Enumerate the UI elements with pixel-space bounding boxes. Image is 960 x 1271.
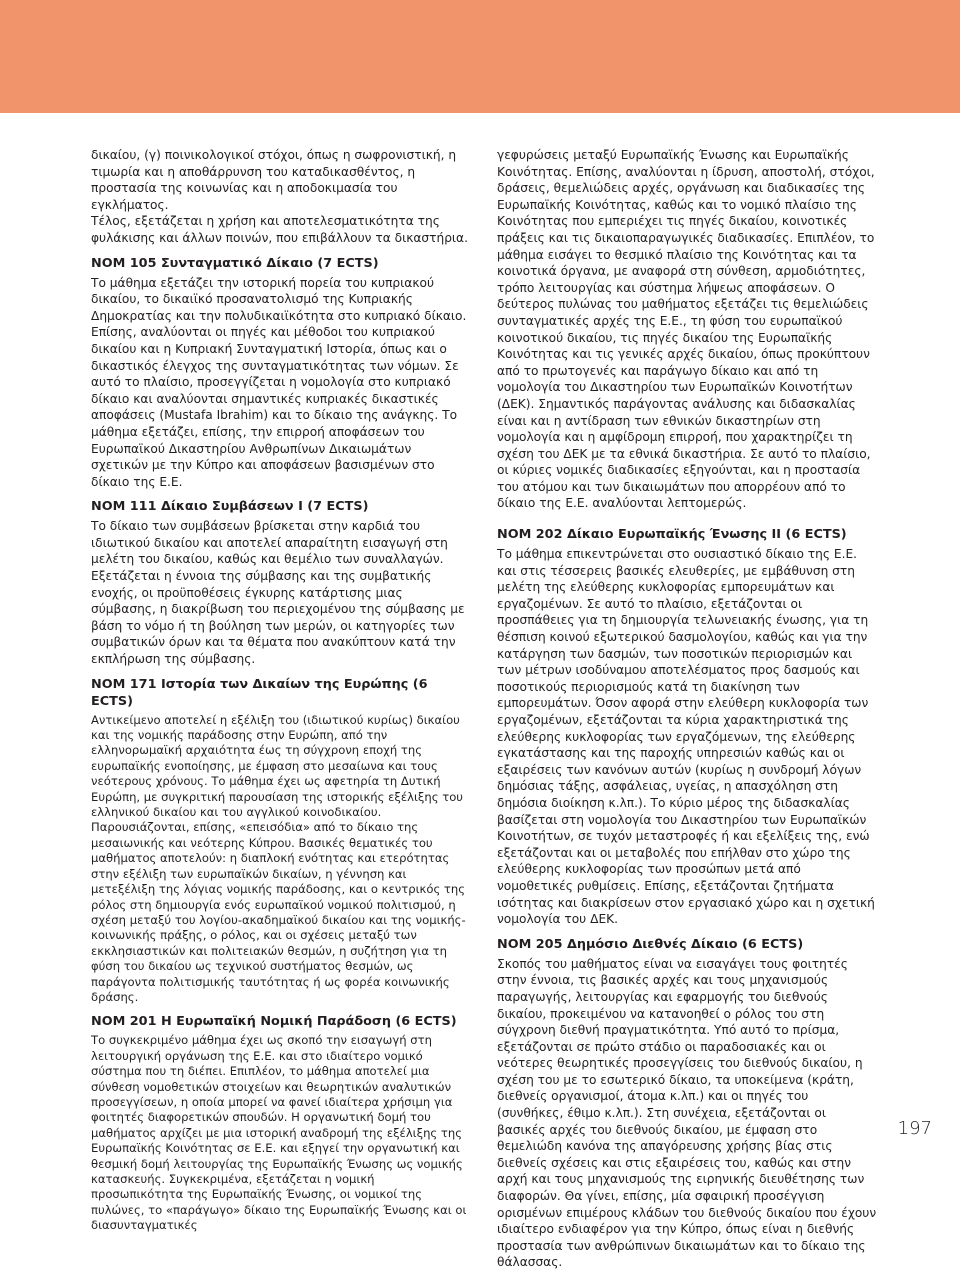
course-title-nom205: ΝΟΜ 205 Δημόσιο Διεθνές Δίκαιο (6 ECTS)	[497, 936, 804, 952]
course-title-nom202: ΝΟΜ 202 Δίκαιο Ευρωπαϊκής Ένωσης ΙΙ (6 ECTS)	[497, 527, 847, 543]
course-title-nom105: ΝΟΜ 105 Συνταγματικό Δίκαιο (7 ECTS)	[91, 255, 379, 271]
intro-paragraph: δικαίου, (γ) ποινικολογικοί στόχοι, όπως η σωφρονιστική, η τιμωρία και η αποθάρρυνση του καταδικασθέντος, η προστασία της κοινωνίας και η αποδοκιμασία του εγκλήματος.	[91, 148, 457, 212]
course-title-nom201: ΝΟΜ 201 Η Ευρωπαϊκή Νομική Παράδοση (6 ECTS)	[91, 1014, 457, 1030]
course-title-nom171: ΝΟΜ 171 Ιστορία των Δικαίων της Ευρώπης (6 ECTS)	[91, 676, 428, 709]
right-column	[497, 147, 877, 1271]
course-description-nom205: Σκοπός του μαθήματος είναι να εισαγάγει τους φοιτητές στην έννοια, τις βασικές αρχές και τους μηχανισμούς παραγωγής, λειτουργίας και εφαρμογής του διεθνούς δικαίου, προκειμένου να κατανοηθεί ο ρόλος του στη σύγχρονη διεθνή πραγματικότητα. Υπό αυτό το πρίσμα, εξετάζονται σε πρώτο στάδιο οι παραδοσιακές και οι νεότερες θεωρητικές προσεγγίσεις του διεθνούς δικαίου, η σχέση του με το εσωτερικό δίκαιο, τα υποκείμενα (κράτη, διεθνείς οργανισμοί, άτομα κ.λπ.) και οι πηγές του (συνθήκες, έθιμο κ.λπ.). Στη συνέχεια, εξετάζονται οι βασικές αρχές του διεθνούς δικαίου, με έμφαση στο θεμελιώδη κανόνα της απαγόρευσης χρήσης βίας στις διεθνείς σχέσεις και στις εξαιρέσεις του, καθώς και στην αρχή και τους μηχανισμούς της ειρηνικής διευθέτησης των διαφορών. Θα γίνει, επίσης, μία σφαιρική προσέγγιση ορισμένων επιμέρους κλάδων του διεθνούς δικαίου που έχουν ιδιαίτερο ενδιαφέρον για την Κύπρο, όπως είναι η διεθνής προστασία των ανθρώπινων δικαιωμάτων και το δίκαιο της θάλασσας.	[497, 956, 877, 1270]
course-description-nom105: Το μάθημα εξετάζει την ιστορική πορεία του κυπριακού δικαίου, το δικαιϊκό προσανατολισμό της Κυπριακής Δημοκρατίας και την πολυδικαιϊκότητα στο κυπριακό δίκαιο. Επίσης, αναλύονται οι πηγές και μέθοδοι του κυπριακού δικαίου και η Κυπριακή Συνταγματική Ιστορία, όπως και ο δικαστικός έλεγχος της συνταγματικότητας των νόμων. Σε αυτό το πλαίσιο, προσεγγίζεται η νομολογία στο κυπριακό δίκαιο και αναλύονται σημαντικές κυπριακές δικαστικές αποφάσεις (Mustafa Ibrahim) και το δίκαιο της ανάγκης. Το μάθημα εξετάζει, επίσης, την επιρροή αποφάσεων του Ευρωπαϊκού Δικαστηρίου Ανθρωπίνων Δικαιωμάτων σχετικών με την Κύπρο και αποφάσεων βασισμένων στο δίκαιο της Ε.Ε.	[91, 275, 467, 489]
intro-paragraph: Τέλος, εξετάζεται η χρήση και αποτελεσματικότητα της φυλάκισης και άλλων ποινών, που επιβάλλουν τα δικαστήρια.	[91, 214, 468, 245]
page-number: 197	[897, 1118, 932, 1139]
course-title-nom111: ΝΟΜ 111 Δίκαιο Συμβάσεων Ι (7 ECTS)	[91, 499, 369, 515]
continued-paragraph: γεφυρώσεις μεταξύ Ευρωπαϊκής Ένωσης και Ευρωπαϊκής Κοινότητας. Επίσης, αναλύονται η ίδρυση, αποστολή, στόχοι, δράσεις, θεμελιώδεις αρχές, οργάνωση και διαδικασίες της Ευρωπαϊκής Κοινότητας, καθώς και το νομικό πλαίσιο της Κοινότητας που εμπεριέχει τις πηγές δικαίου, κοινοτικές πράξεις και τις δικαιοπαραγωγικές διαδικασίες. Επιπλέον, το μάθημα εισάγει το θεσμικό πλαίσιο της Κοινότητας και τα κοινοτικά όργανα, με αναφορά στη σύνθεση, αρμοδιότητες, τρόπο λειτουργίας και σύστημα λήψεως αποφάσεων. Ο δεύτερος πυλώνας του μαθήματος εξετάζει τις θεμελιώδεις συνταγματικές αρχές της Ε.Ε., τη φύση του ευρωπαϊκού κοινοτικού δικαίου, τις πηγές δικαίου της Ευρωπαϊκής Κοινότητας και τις γενικές αρχές δικαίου, όπως προκύπτουν από το πρωτογενές και παράγωγο δίκαιο και από τη νομολογία του Δικαστηρίου των Ευρωπαϊκών Κοινοτήτων (ΔΕΚ). Σημαντικός παράγοντας ανάλυσης και διδασκαλίας είναι και η αντίδραση των εθνικών δικαστηρίων στη νομολογία και η αμφίδρομη επιρροή, που χαρακτηρίζει τη σχέση του ΔΕΚ με τα εθνικά δικαστήρια. Σε αυτό το πλαίσιο, οι κύριες νομικές διαδικασίες εξηγούνται, και η προστασία του ατόμου και των δικαιωμάτων που απορρέουν από το δίκαιο της Ε.Ε. αναλύονται λεπτομερώς.	[497, 148, 875, 511]
course-description-nom111: Το δίκαιο των συμβάσεων βρίσκεται στην καρδιά του ιδιωτικού δικαίου και αποτελεί απαραίτητη εισαγωγή στη μελέτη του δικαίου, καθώς και θεμέλιο των συναλλαγών. Εξετάζεται η έννοια της σύμβασης και της συμβατικής ενοχής, οι προϋποθέσεις έγκυρης κατάρτισης μιας σύμβασης, η διακρίβωση του περιεχομένου της σύμβασης με βάση το νόμο ή τη βούληση των μερών, οι κατηγορίες των συμβατικών όρων και τα θέματα που ανακύπτουν κατά την εκπλήρωση της σύμβασης.	[91, 519, 465, 667]
course-description-nom202: Το μάθημα επικεντρώνεται στο ουσιαστικό δίκαιο της Ε.Ε. και στις τέσσερεις βασικές ελευθερίες, με εμβάθυνση στη μελέτη της ελεύθερης κυκλοφορίας εμπορευμάτων και εργαζομένων. Σε αυτό το πλαίσιο, εξετάζονται οι προσπάθειες για τη δημιουργία τελωνειακής ένωσης, για τη θέσπιση κοινού εξωτερικού δασμολογίου, καθώς και για την κατάργηση των δασμών, των ποσοτικών περιορισμών και των μέτρων ισοδύναμου αποτελέσματος προς δασμούς και ποσοτικούς περιορισμούς κατά τη διακίνηση των εμπορευμάτων. Όσον αφορά στην ελεύθερη κυκλοφορία των εργαζομένων, εξετάζονται τα κύρια χαρακτηριστικά της ελεύθερης κυκλοφορίας των εργαζόμενων, της ελεύθερης εγκατάστασης και της παροχής υπηρεσιών καθώς και οι εξαιρέσεις των κανόνων αυτών (κυρίως η συνδρομή λόγων δημόσιας τάξης, ασφάλειας, υγείας, η απασχόληση στη δημόσια διοίκηση κ.λπ.). Το κύριο μέρος της διδασκαλίας βασίζεται στη νομολογία του Δικαστηρίου των Ευρωπαϊκών Κοινοτήτων, σε τυχόν μεταστροφές ή και εξελίξεις της, ενώ εξετάζονται και οι μεταβολές που επήλθαν στο χώρο της ελεύθερης κυκλοφορίας των προσώπων μετά από νομοθετικές ρυθμίσεις. Επίσης, εξετάζονται ζητήματα ισότητας και διακρίσεων στον εργασιακό χώρο και η σχετική νομολογία του ΔΕΚ.	[497, 547, 875, 927]
header-banner	[0, 0, 960, 113]
left-column	[91, 147, 469, 1234]
course-description-nom201: Το συγκεκριμένο μάθημα έχει ως σκοπό την εισαγωγή στη λειτουργική οργάνωση της Ε.Ε. και στο ιδιαίτερο νομικό σύστημα που τη διέπει. Επιπλέον, το μάθημα αποτελεί μια σύνθεση νομοθετικών στοιχείων και θεωρητικών αναλυτικών προσεγγίσεων, η οποία μπορεί να φανεί ιδιαίτερα χρήσιμη για φοιτητές διαφορετικών σπουδών. Η οργανωτική δομή του μαθήματος αρχίζει με μια ιστορική αναδρομή της εξέλιξης της Ευρωπαϊκής Κοινότητας σε Ε.Ε. και εξηγεί την οργανωτική και θεσμική δομή λειτουργίας της Ευρωπαϊκής Ένωσης ως νομικής κατασκευής. Συγκεκριμένα, εξετάζεται η νομική προσωπικότητα της Ευρωπαϊκής Ένωσης, οι νομικοί της πυλώνες, το «παράγωγο» δίκαιο της Ευρωπαϊκής Ένωσης και οι διασυνταγματικές	[91, 1033, 467, 1233]
course-description-nom171: Αντικείμενο αποτελεί η εξέλιξη του (ιδιωτικού κυρίως) δικαίου και της νομικής παράδοσης στην Ευρώπη, από την ελληνορωμαϊκή αρχαιότητα έως τη σύγχρονη εποχή της ευρωπαϊκής ενοποίησης, με έμφαση στο μεσαίωνα και τους νεότερους χρόνους. Το μάθημα έχει ως αφετηρία τη Δυτική Ευρώπη, με συγκριτική παρουσίαση της ιστορικής εξέλιξης του ελληνικού δικαίου και του αγγλικού κοινοδικαίου. Παρουσιάζονται, επίσης, «επεισόδια» από το δίκαιο της μεσαιωνικής και νεότερης Κύπρου. Βασικές θεματικές του μαθήματος αποτελούν: η διαπλοκή ενότητας και ετερότητας στην εξέλιξη των ευρωπαϊκών δικαίων, η γέννηση και μετεξέλιξη της λόγιας νομικής παράδοσης, και ο κεντρικός της ρόλος στη δημιουργία ενός ευρωπαϊκού νομικού πολιτισμού, η σχέση μεταξύ του λογίου-ακαδημαϊκού δικαίου και της νομικής-κοινωνικής πράξης, ο ρόλος, και οι σχέσεις μεταξύ των εκκλησιαστικών και πολιτειακών θεσμών, η συζήτηση για τη φύση του δικαίου ως τεχνικού συστήματος θεσμών, ως παράγοντα πολιτισμικής ταυτότητας ή ως φορέα κοινωνικής δράσης.	[91, 712, 466, 1004]
